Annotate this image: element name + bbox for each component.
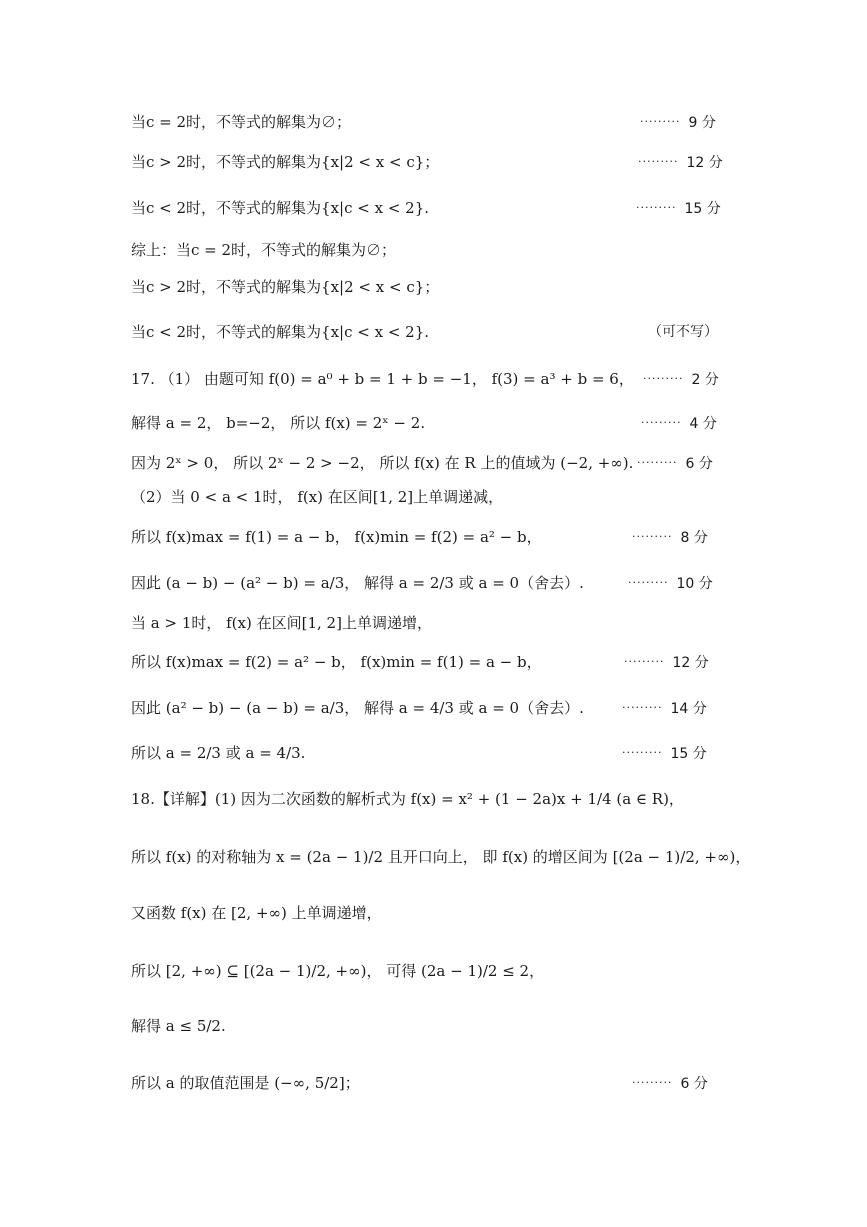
- text-line: 所以 a 的取值范围是 (−∞, 5/2]；: [131, 1074, 360, 1092]
- score-mark: ········· 12 分: [624, 655, 709, 671]
- text-line: 当c = 2时，不等式的解集为∅；: [131, 113, 352, 131]
- text-line: 所以 f(x)max = f(2) = a² − b， f(x)min = f(1) = a − b，: [131, 653, 542, 671]
- optional-note: （可不写）: [648, 324, 718, 340]
- text-line: 因为 2ˣ > 0， 所以 2ˣ − 2 > −2， 所以 f(x) 在 R 上的值域为 (−2, +∞).: [131, 454, 634, 472]
- score-mark: ········· 6 分: [632, 1076, 708, 1092]
- text-line: 解得 a ≤ 5/2.: [131, 1017, 226, 1035]
- score-mark: ········· 12 分: [638, 155, 723, 171]
- text-line: 当 a > 1时， f(x) 在区间[1, 2]上单调递增，: [131, 614, 432, 632]
- text-line: 18.【详解】(1) 因为二次函数的解析式为 f(x) = x² + (1 − 2a)x + 1/4 (a ∈ R)，: [131, 790, 684, 808]
- text-line: 17. （1） 由题可知 f(0) = a⁰ + b = 1 + b = −1， f(3) = a³ + b = 6，: [131, 370, 634, 388]
- score-mark: ········· 15 分: [622, 746, 707, 762]
- score-mark: ········· 2 分: [643, 372, 719, 388]
- text-line: 当c > 2时，不等式的解集为{x|2 < x < c}；: [131, 153, 440, 171]
- score-mark: ········· 8 分: [632, 530, 708, 546]
- text-line: 因此 (a − b) − (a² − b) = a/3， 解得 a = 2/3 或 a = 0（舍去）.: [131, 574, 584, 592]
- text-line: 当c > 2时，不等式的解集为{x|2 < x < c}；: [131, 278, 440, 296]
- score-mark: ········· 9 分: [640, 115, 716, 131]
- text-line: （2）当 0 < a < 1时， f(x) 在区间[1, 2]上单调递减，: [131, 488, 504, 506]
- score-mark: ········· 10 分: [628, 576, 713, 592]
- score-mark: ········· 15 分: [636, 201, 721, 217]
- text-line: 所以 f(x) 的对称轴为 x = (2a − 1)/2 且开口向上， 即 f(x) 的增区间为 [(2a − 1)/2, +∞)，: [131, 848, 751, 866]
- text-line: 又函数 f(x) 在 [2, +∞) 上单调递增，: [131, 904, 382, 922]
- text-line: 当c < 2时，不等式的解集为{x|c < x < 2}.: [131, 323, 430, 341]
- score-mark: ········· 14 分: [622, 701, 707, 717]
- text-line: 所以 [2, +∞) ⊆ [(2a − 1)/2, +∞)， 可得 (2a − 1)/2 ≤ 2，: [131, 962, 545, 980]
- text-line: 解得 a = 2， b=−2， 所以 f(x) = 2ˣ − 2.: [131, 414, 426, 432]
- text-line: 所以 a = 2/3 或 a = 4/3.: [131, 744, 306, 762]
- text-line: 综上：当c = 2时，不等式的解集为∅；: [131, 241, 397, 259]
- score-mark: ········· 4 分: [641, 416, 717, 432]
- text-line: 因此 (a² − b) − (a − b) = a/3， 解得 a = 4/3 或 a = 0（舍去）.: [131, 699, 584, 717]
- text-line: 当c < 2时，不等式的解集为{x|c < x < 2}.: [131, 199, 430, 217]
- score-mark: ········· 6 分: [637, 456, 713, 472]
- text-line: 所以 f(x)max = f(1) = a − b， f(x)min = f(2) = a² − b，: [131, 528, 542, 546]
